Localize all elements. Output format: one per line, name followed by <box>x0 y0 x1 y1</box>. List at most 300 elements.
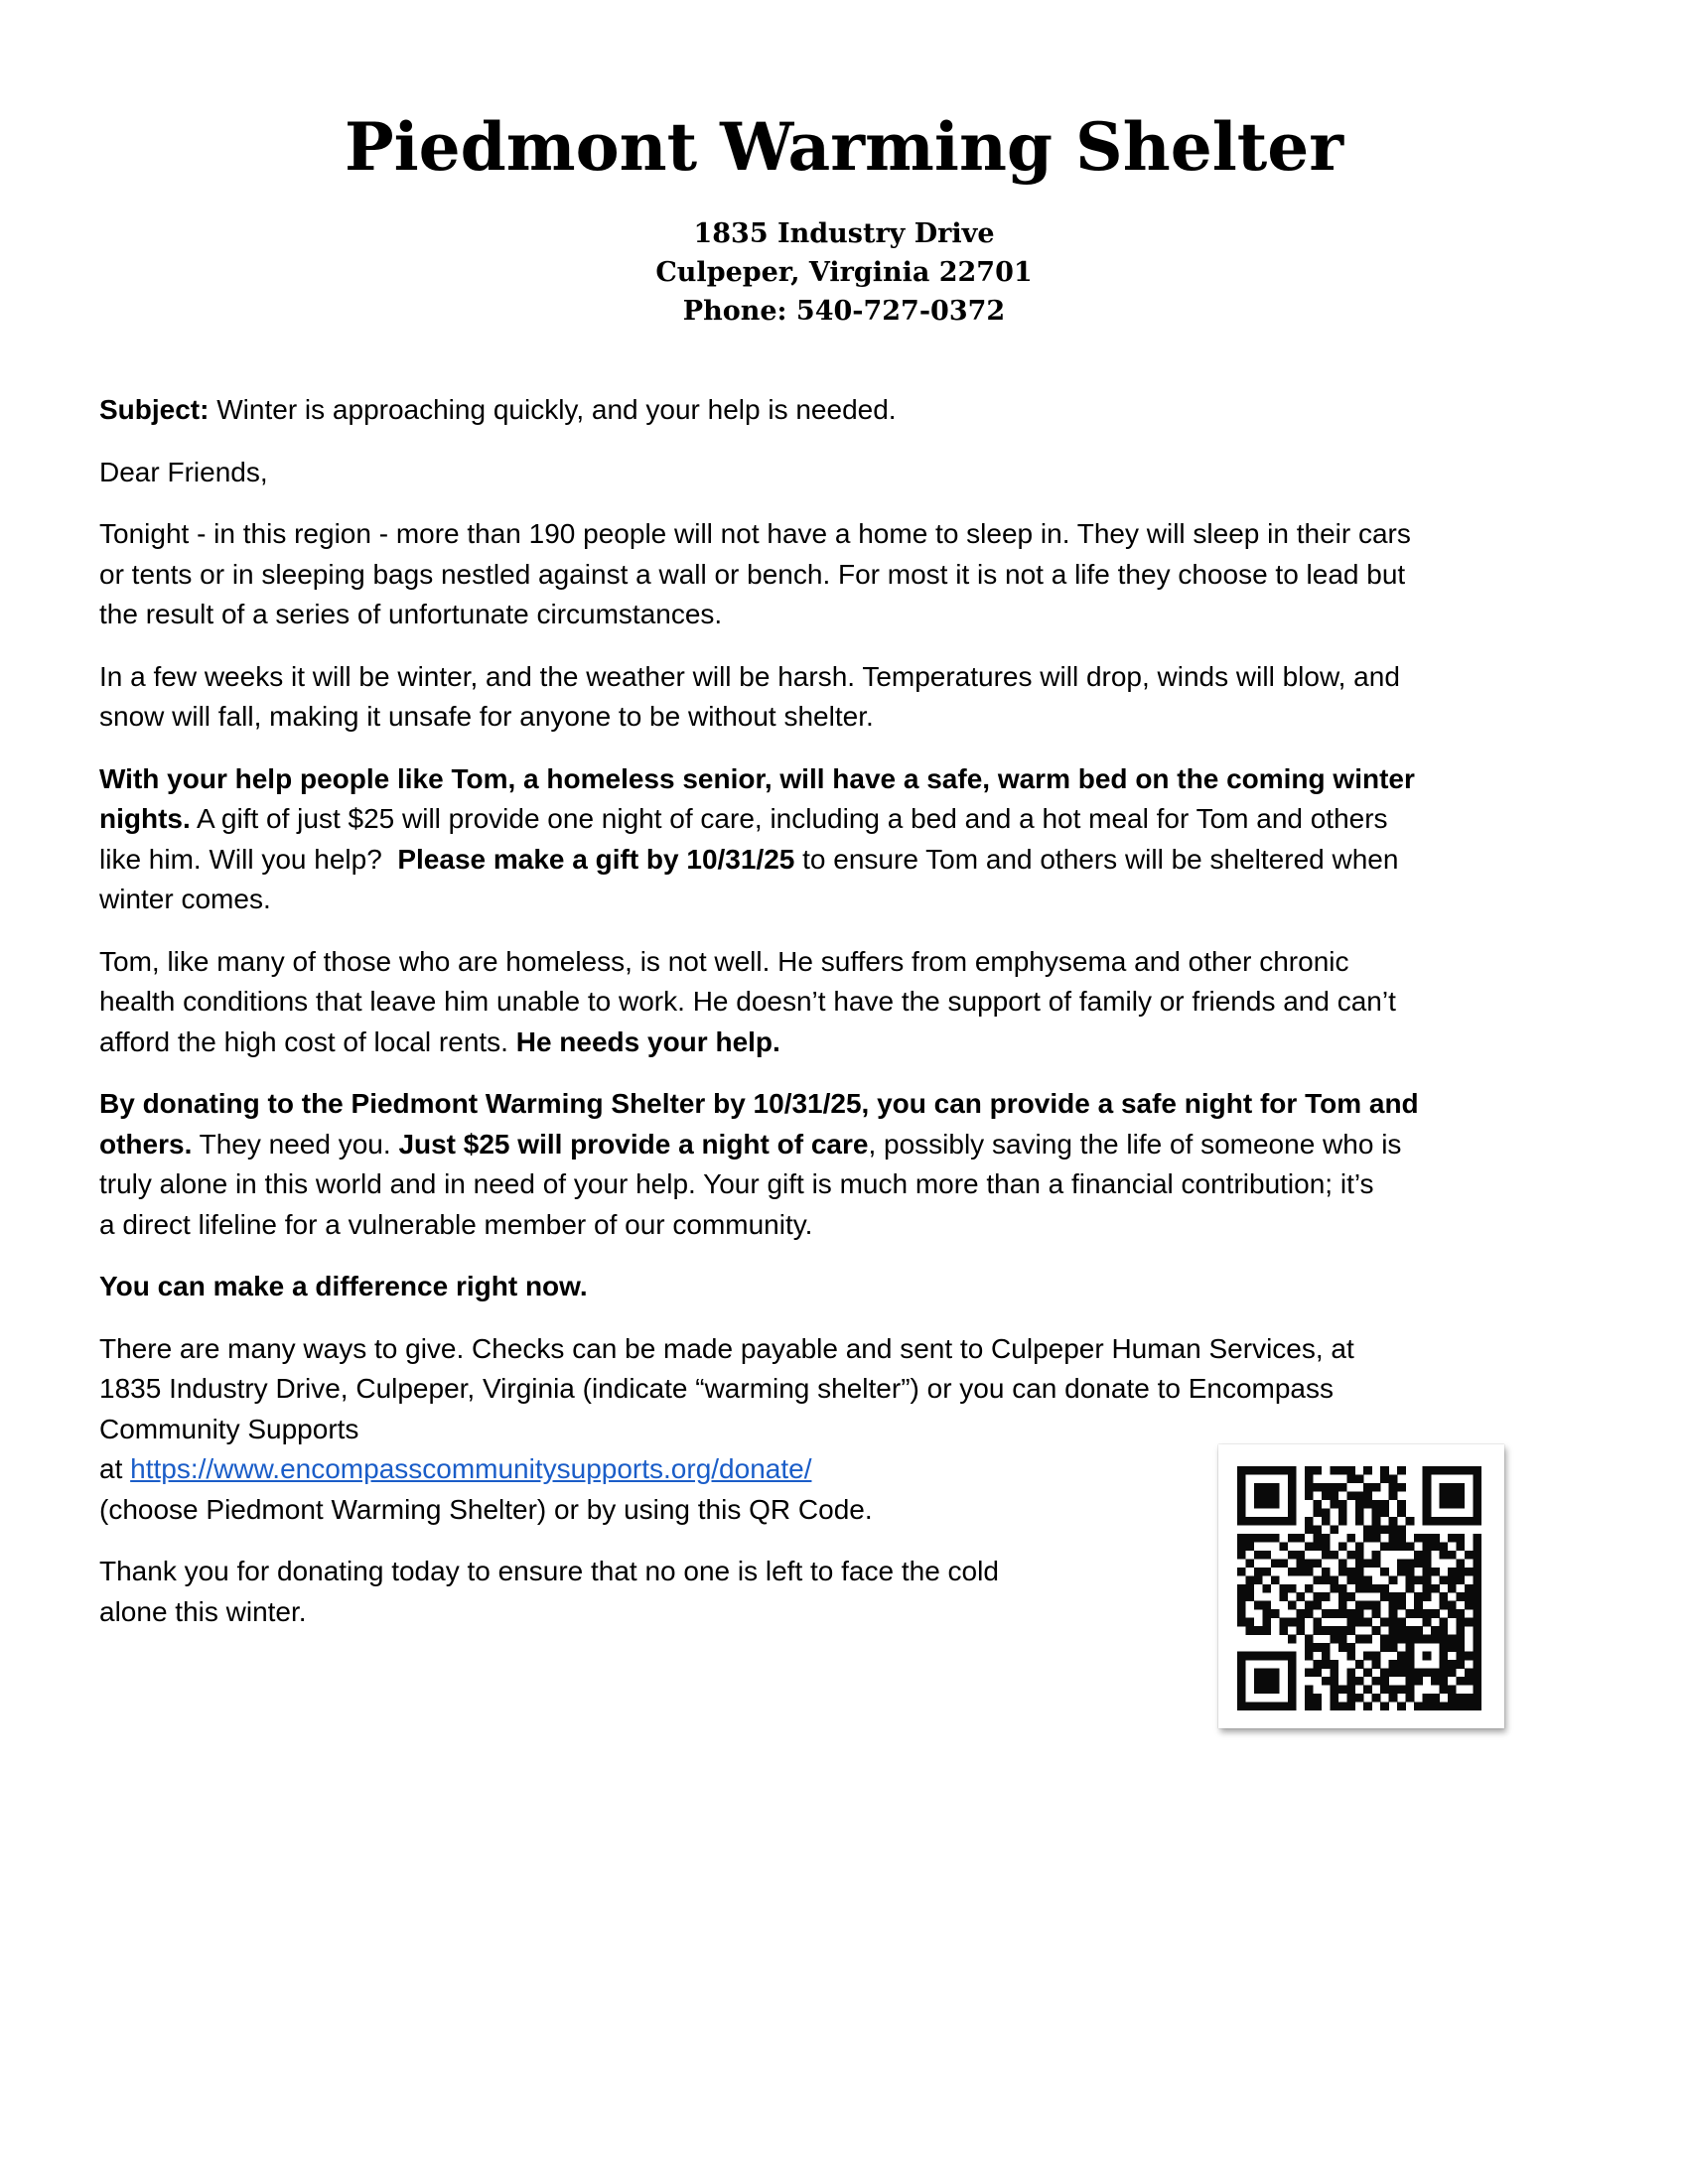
qr-module <box>1237 1652 1246 1661</box>
qr-module <box>1355 1508 1364 1517</box>
qr-module <box>1245 1534 1254 1543</box>
qr-module <box>1431 1669 1440 1678</box>
qr-module <box>1237 1551 1246 1560</box>
qr-module <box>1296 1568 1305 1576</box>
qr-module <box>1330 1694 1338 1703</box>
qr-module <box>1271 1534 1280 1543</box>
qr-module <box>1338 1508 1347 1517</box>
qr-module <box>1431 1517 1440 1526</box>
donate-link[interactable]: https://www.encompasscommunitysupports.org/donate/ <box>130 1453 812 1484</box>
qr-module <box>1254 1551 1263 1560</box>
qr-module <box>1448 1669 1457 1678</box>
qr-module <box>1406 1660 1415 1669</box>
qr-module <box>1474 1601 1481 1610</box>
qr-module <box>1423 1652 1432 1661</box>
qr-module <box>1465 1677 1474 1686</box>
qr-module <box>1330 1483 1338 1492</box>
qr-module <box>1330 1609 1338 1618</box>
qr-module <box>1305 1584 1314 1593</box>
qr-module <box>1271 1466 1280 1475</box>
qr-module <box>1372 1551 1381 1560</box>
qr-module <box>1322 1677 1331 1686</box>
qr-module <box>1262 1491 1271 1500</box>
qr-module <box>1397 1660 1406 1669</box>
qr-module <box>1380 1500 1389 1509</box>
qr-module <box>1288 1703 1297 1710</box>
qr-module <box>1380 1669 1389 1678</box>
qr-module <box>1355 1559 1364 1568</box>
qr-module <box>1457 1575 1466 1584</box>
qr-module <box>1271 1609 1280 1618</box>
qr-module <box>1380 1568 1389 1576</box>
qr-module <box>1254 1703 1263 1710</box>
qr-module <box>1440 1575 1449 1584</box>
qr-module <box>1474 1677 1481 1686</box>
qr-module <box>1288 1491 1297 1500</box>
qr-module <box>1296 1592 1305 1601</box>
qr-module <box>1440 1626 1449 1635</box>
qr-module <box>1474 1635 1481 1644</box>
qr-module <box>1389 1618 1398 1627</box>
qr-module <box>1305 1703 1314 1710</box>
qr-module <box>1457 1568 1466 1576</box>
qr-module <box>1245 1618 1254 1627</box>
qr-module <box>1338 1559 1347 1568</box>
text-line: the result of a series of unfortunate circumstances. <box>99 599 723 629</box>
qr-module <box>1288 1534 1297 1543</box>
qr-module <box>1313 1703 1322 1710</box>
qr-module <box>1279 1652 1288 1661</box>
text-line: or tents or in sleeping bags nestled against a wall or bench. For most it is not a life they choose to lead but <box>99 558 1406 590</box>
qr-module <box>1330 1551 1338 1560</box>
qr-module <box>1262 1483 1271 1492</box>
qr-module <box>1389 1483 1398 1492</box>
qr-module <box>1380 1525 1389 1534</box>
qr-module <box>1423 1618 1432 1627</box>
qr-module <box>1346 1491 1355 1500</box>
qr-module <box>1448 1575 1457 1584</box>
qr-module <box>1288 1466 1297 1475</box>
qr-module <box>1406 1584 1415 1593</box>
qr-module <box>1448 1601 1457 1610</box>
qr-module <box>1322 1491 1331 1500</box>
qr-module <box>1237 1466 1246 1475</box>
qr-module <box>1457 1483 1466 1492</box>
qr-module <box>1414 1635 1423 1644</box>
qr-module <box>1457 1559 1466 1568</box>
qr-module <box>1457 1534 1466 1543</box>
qr-module <box>1474 1474 1481 1483</box>
qr-module <box>1338 1584 1347 1593</box>
qr-module <box>1372 1525 1381 1534</box>
qr-module <box>1313 1694 1322 1703</box>
qr-module <box>1305 1635 1314 1644</box>
qr-module <box>1397 1466 1406 1475</box>
qr-module <box>1431 1626 1440 1635</box>
qr-module <box>1397 1525 1406 1534</box>
qr-module <box>1406 1626 1415 1635</box>
qr-module <box>1465 1703 1474 1710</box>
qr-module <box>1271 1677 1280 1686</box>
qr-module <box>1397 1534 1406 1543</box>
qr-module <box>1440 1643 1449 1652</box>
qr-module <box>1474 1660 1481 1669</box>
text-line: Tom, like many of those who are homeless, is not well. He suffers from emphysema and other chronic <box>99 945 1349 977</box>
plain-text: , possibly saving the life of someone who is <box>868 1128 1402 1160</box>
qr-module <box>1245 1703 1254 1710</box>
qr-module <box>1346 1575 1355 1584</box>
qr-module <box>1313 1534 1322 1543</box>
qr-module <box>1440 1660 1449 1669</box>
qr-module <box>1305 1601 1314 1610</box>
qr-module <box>1338 1542 1347 1551</box>
qr-module <box>1330 1669 1338 1678</box>
qr-module <box>1423 1559 1432 1568</box>
qr-module <box>1474 1703 1481 1710</box>
qr-module <box>1330 1660 1338 1669</box>
qr-module <box>1288 1660 1297 1669</box>
call-to-action: You can make a difference right now. <box>99 1271 588 1301</box>
qr-module <box>1474 1686 1481 1695</box>
qr-module <box>1389 1474 1398 1483</box>
qr-module <box>1338 1686 1347 1695</box>
qr-module <box>1474 1517 1481 1526</box>
plain-text: like him. Will you help? <box>99 843 398 875</box>
qr-module <box>1448 1609 1457 1618</box>
qr-module <box>1271 1500 1280 1509</box>
qr-module <box>1474 1542 1481 1551</box>
qr-module <box>1355 1694 1364 1703</box>
qr-module <box>1397 1568 1406 1576</box>
qr-module <box>1397 1483 1406 1492</box>
qr-module <box>1322 1542 1331 1551</box>
qr-module <box>1288 1483 1297 1492</box>
text-line: Community Supports <box>99 1413 359 1444</box>
qr-module <box>1313 1466 1322 1475</box>
qr-module <box>1262 1500 1271 1509</box>
qr-module <box>1474 1483 1481 1492</box>
qr-module <box>1406 1635 1415 1644</box>
qr-module <box>1322 1609 1331 1618</box>
qr-module <box>1330 1500 1338 1509</box>
qr-module <box>1474 1669 1481 1678</box>
qr-module <box>1406 1517 1415 1526</box>
subject-line <box>99 390 1589 431</box>
qr-module <box>1296 1626 1305 1635</box>
paragraph-4 <box>99 942 1589 1063</box>
qr-module <box>1330 1703 1338 1710</box>
text-line: winter comes. <box>99 884 271 914</box>
qr-module <box>1406 1643 1415 1652</box>
qr-module <box>1305 1686 1314 1695</box>
qr-module <box>1322 1508 1331 1517</box>
qr-module <box>1389 1660 1398 1669</box>
qr-module <box>1279 1626 1288 1635</box>
qr-module <box>1237 1474 1246 1483</box>
greeting: Dear Friends, <box>99 456 268 487</box>
qr-module <box>1448 1686 1457 1695</box>
qr-module <box>1305 1491 1314 1500</box>
qr-module <box>1431 1534 1440 1543</box>
qr-module <box>1431 1694 1440 1703</box>
qr-module <box>1397 1686 1406 1695</box>
text-line: truly alone in this world and in need of your help. Your gift is much more than a financial contribution; it’s <box>99 1168 1374 1199</box>
qr-module <box>1322 1592 1331 1601</box>
qr-module <box>1397 1559 1406 1568</box>
qr-module <box>1355 1635 1364 1644</box>
qr-module <box>1448 1584 1457 1593</box>
qr-module <box>1457 1643 1466 1652</box>
qr-module <box>1262 1584 1271 1593</box>
qr-module <box>1372 1694 1381 1703</box>
qr-module <box>1372 1534 1381 1543</box>
qr-module <box>1305 1559 1314 1568</box>
qr-module <box>1389 1686 1398 1695</box>
qr-module <box>1330 1677 1338 1686</box>
qr-module <box>1380 1677 1389 1686</box>
qr-module <box>1431 1635 1440 1644</box>
qr-module <box>1457 1618 1466 1627</box>
qr-module <box>1296 1609 1305 1618</box>
qr-module <box>1313 1559 1322 1568</box>
qr-module <box>1380 1474 1389 1483</box>
qr-code-icon <box>1237 1466 1481 1710</box>
qr-module <box>1279 1592 1288 1601</box>
qr-module <box>1423 1508 1432 1517</box>
qr-module <box>1397 1500 1406 1509</box>
qr-module <box>1313 1575 1322 1584</box>
text-line: (choose Piedmont Warming Shelter) or by using this QR Code. <box>99 1493 873 1525</box>
qr-module <box>1380 1584 1389 1593</box>
qr-module <box>1237 1542 1246 1551</box>
qr-module <box>1322 1534 1331 1543</box>
qr-module <box>1346 1643 1355 1652</box>
qr-module <box>1271 1559 1280 1568</box>
qr-module <box>1305 1542 1314 1551</box>
qr-module <box>1355 1542 1364 1551</box>
qr-module <box>1440 1618 1449 1627</box>
qr-module <box>1322 1551 1331 1560</box>
qr-module <box>1465 1652 1474 1661</box>
qr-module <box>1346 1568 1355 1576</box>
qr-module <box>1346 1609 1355 1618</box>
qr-module <box>1380 1542 1389 1551</box>
qr-module <box>1414 1575 1423 1584</box>
qr-module <box>1355 1660 1364 1669</box>
qr-module <box>1262 1618 1271 1627</box>
qr-module <box>1474 1592 1481 1601</box>
text-line: Thank you for donating today to ensure that no one is left to face the cold <box>99 1556 999 1586</box>
qr-module <box>1237 1491 1246 1500</box>
qr-module <box>1262 1669 1271 1678</box>
qr-module <box>1262 1703 1271 1710</box>
qr-module <box>1389 1542 1398 1551</box>
qr-module <box>1423 1517 1432 1526</box>
qr-module <box>1330 1525 1338 1534</box>
qr-module <box>1346 1652 1355 1661</box>
qr-module <box>1372 1626 1381 1635</box>
bold-text: others. <box>99 1128 193 1160</box>
qr-module <box>1423 1491 1432 1500</box>
qr-module <box>1338 1500 1347 1509</box>
qr-module <box>1457 1491 1466 1500</box>
qr-module <box>1474 1500 1481 1509</box>
qr-module <box>1457 1517 1466 1526</box>
qr-module <box>1440 1542 1449 1551</box>
paragraph-1 <box>99 514 1589 635</box>
qr-module <box>1465 1592 1474 1601</box>
qr-module <box>1330 1584 1338 1593</box>
qr-module <box>1363 1525 1372 1534</box>
qr-module <box>1355 1568 1364 1576</box>
qr-module <box>1288 1500 1297 1509</box>
qr-module <box>1372 1601 1381 1610</box>
qr-module <box>1440 1466 1449 1475</box>
qr-module <box>1262 1466 1271 1475</box>
qr-module <box>1254 1669 1263 1678</box>
qr-module <box>1355 1575 1364 1584</box>
qr-module <box>1288 1508 1297 1517</box>
qr-module <box>1355 1491 1364 1500</box>
qr-module <box>1338 1601 1347 1610</box>
qr-module <box>1313 1483 1322 1492</box>
qr-module <box>1237 1584 1246 1593</box>
qr-module <box>1380 1686 1389 1695</box>
qr-module <box>1380 1508 1389 1517</box>
qr-module <box>1330 1626 1338 1635</box>
qr-module <box>1288 1618 1297 1627</box>
qr-module <box>1448 1643 1457 1652</box>
qr-module <box>1262 1677 1271 1686</box>
qr-module <box>1423 1592 1432 1601</box>
qr-module <box>1363 1466 1372 1475</box>
qr-module <box>1414 1559 1423 1568</box>
qr-module <box>1448 1483 1457 1492</box>
qr-module <box>1237 1568 1246 1576</box>
text-line: alone this winter. <box>99 1595 307 1627</box>
qr-module <box>1423 1551 1432 1560</box>
qr-module <box>1406 1694 1415 1703</box>
qr-module <box>1414 1592 1423 1601</box>
qr-module <box>1237 1601 1246 1610</box>
qr-module <box>1423 1542 1432 1551</box>
qr-module <box>1474 1466 1481 1475</box>
text-line: There are many ways to give. Checks can be made payable and sent to Culpeper Human Services, at <box>99 1332 1354 1364</box>
qr-module <box>1338 1635 1347 1644</box>
qr-module <box>1254 1568 1263 1576</box>
text-line <box>99 1023 1589 1063</box>
qr-module <box>1279 1542 1288 1551</box>
qr-module <box>1322 1643 1331 1652</box>
qr-module <box>1254 1677 1263 1686</box>
qr-module <box>1305 1466 1314 1475</box>
qr-module <box>1338 1466 1347 1475</box>
qr-module <box>1363 1584 1372 1593</box>
qr-module <box>1431 1568 1440 1576</box>
qr-module <box>1313 1601 1322 1610</box>
qr-module <box>1372 1517 1381 1526</box>
qr-module <box>1448 1534 1457 1543</box>
text-line: Tonight - in this region - more than 190 people will not have a home to sleep in. They will sleep in their cars <box>99 518 1411 549</box>
qr-module <box>1262 1517 1271 1526</box>
bold-text: Just $25 will provide a night of care <box>398 1128 869 1160</box>
qr-module <box>1245 1575 1254 1584</box>
qr-module <box>1406 1568 1415 1576</box>
qr-module <box>1288 1474 1297 1483</box>
qr-module <box>1338 1609 1347 1618</box>
qr-module <box>1448 1466 1457 1475</box>
qr-module <box>1372 1677 1381 1686</box>
qr-module <box>1254 1686 1263 1695</box>
bold-text: He needs your help. <box>515 1025 780 1057</box>
qr-module <box>1440 1551 1449 1560</box>
qr-module <box>1440 1517 1449 1526</box>
qr-module <box>1423 1694 1432 1703</box>
qr-module <box>1346 1592 1355 1601</box>
qr-module <box>1245 1584 1254 1593</box>
qr-module <box>1389 1601 1398 1610</box>
qr-module <box>1474 1618 1481 1627</box>
qr-module <box>1338 1643 1347 1652</box>
qr-module <box>1465 1517 1474 1526</box>
qr-module <box>1363 1491 1372 1500</box>
qr-module <box>1431 1542 1440 1551</box>
qr-module <box>1330 1686 1338 1695</box>
qr-module <box>1279 1584 1288 1593</box>
address-phone: Phone: 540-727-0372 <box>682 296 1006 327</box>
qr-module <box>1440 1491 1449 1500</box>
qr-module <box>1440 1635 1449 1644</box>
subject-label: Subject: <box>99 394 210 425</box>
qr-module <box>1237 1508 1246 1517</box>
qr-module <box>1346 1669 1355 1678</box>
qr-module <box>1474 1551 1481 1560</box>
qr-module <box>1423 1609 1432 1618</box>
qr-module <box>1406 1652 1415 1661</box>
qr-module <box>1414 1601 1423 1610</box>
qr-module <box>1423 1474 1432 1483</box>
qr-module <box>1474 1568 1481 1576</box>
qr-module <box>1474 1575 1481 1584</box>
qr-module <box>1474 1652 1481 1661</box>
qr-module <box>1346 1686 1355 1695</box>
qr-module <box>1363 1635 1372 1644</box>
qr-module <box>1322 1483 1331 1492</box>
qr-module <box>1355 1601 1364 1610</box>
address-block <box>0 214 1688 331</box>
qr-module <box>1380 1592 1389 1601</box>
qr-module <box>1355 1517 1364 1526</box>
qr-module <box>1363 1686 1372 1695</box>
paragraph-3 <box>99 759 1589 920</box>
qr-module <box>1406 1686 1415 1695</box>
qr-module <box>1397 1592 1406 1601</box>
qr-module <box>1355 1677 1364 1686</box>
qr-module <box>1237 1517 1246 1526</box>
qr-module <box>1237 1669 1246 1678</box>
qr-module <box>1237 1534 1246 1543</box>
qr-module <box>1397 1669 1406 1678</box>
qr-module <box>1423 1483 1432 1492</box>
qr-module <box>1288 1652 1297 1661</box>
qr-module <box>1414 1609 1423 1618</box>
qr-module <box>1448 1568 1457 1576</box>
qr-module <box>1414 1669 1423 1678</box>
qr-module <box>1423 1466 1432 1475</box>
qr-module <box>1279 1703 1288 1710</box>
qr-module <box>1237 1660 1246 1669</box>
text-line: a direct lifeline for a vulnerable member of our community. <box>99 1208 813 1240</box>
